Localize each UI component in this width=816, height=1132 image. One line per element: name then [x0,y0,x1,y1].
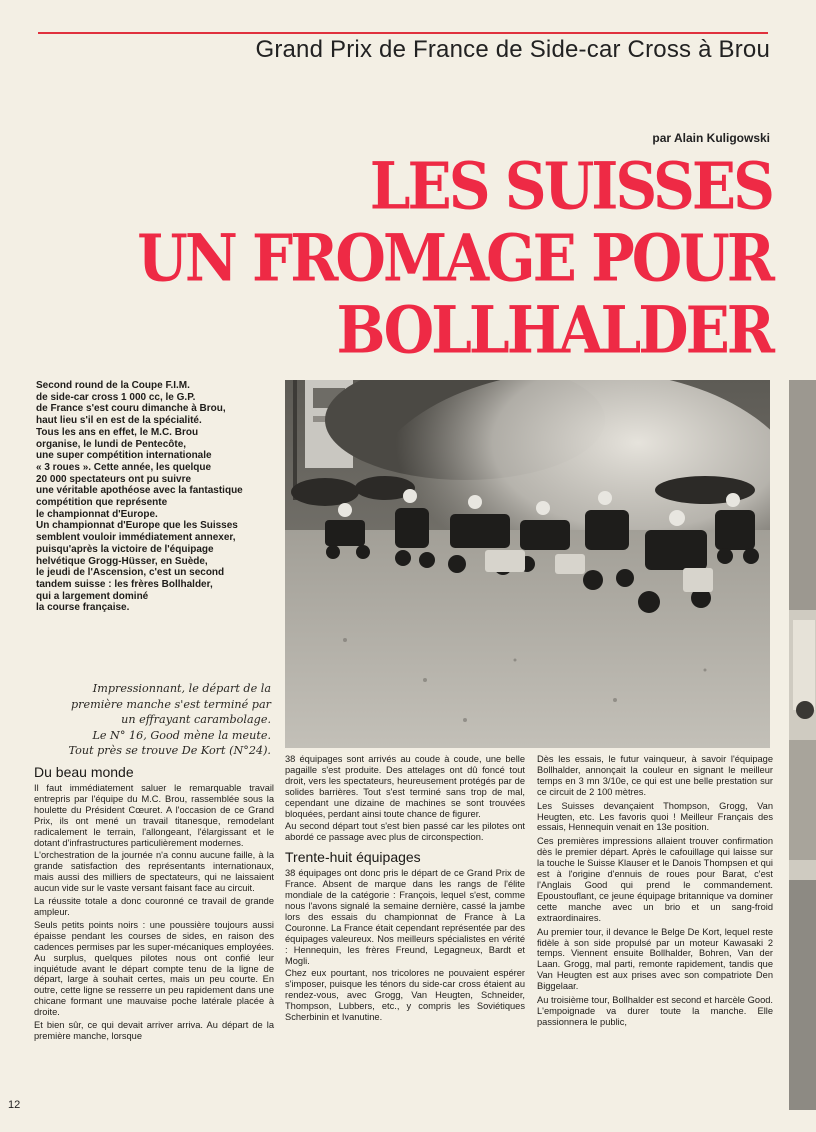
intro-line: compétition que représente [36,497,168,509]
paragraph: 38 équipages ont donc pris le départ de ce Grand Prix de France. Absent de marque dans les rangs de l'élite mondiale de la catégorie : François, lequel s'est, comme nous l'avons signalé la semaine dernière, cassé la jambe lors des essais du championnat de France à La Couronne. La France était cependant représentée par des équipages valeureux. Nos meilleurs spécialistes en vérité : Hennequin, les frères Freund, Legagneux, Bardt et Mogli. [285,868,525,966]
headline-line-3: BOLLHALDER [336,291,772,369]
caption-line: Le N° 16, Good mène la meute. [92,728,271,742]
paragraph: Il faut immédiatement saluer le remarquable travail entrepris par l'équipe du M.C. Brou, rassemblée sous la houlette du Président Cœuret. A l'occasion de ce Grand Prix, ils ont mené un travail titanesque, remodelant radicalement le terrain, l'allongeant, l'élargissant et le dotant d'infrastructures particulièrement modernes. [34,783,274,848]
intro-line: la course française. [36,602,130,614]
intro-lede [36,380,280,614]
header-rule [38,32,768,34]
intro-line: haut lieu s'il en est de la spécialité. [36,415,202,427]
paragraph: La réussite totale a donc couronné ce travail de grande ampleur. [34,896,274,917]
article-column-2 [285,754,525,1025]
photo-caption [36,681,271,759]
intro-line: tandem suisse : les frères Bollhalder, [36,578,213,590]
caption-line: Impressionnant, le départ de la [92,682,271,695]
byline: par Alain Kuligowski [652,131,770,145]
intro-line: le jeudi de l'Ascension, c'est un second [36,567,225,579]
headline-line-1: LES SUISSES [369,147,772,225]
section-heading: Du beau monde [34,764,134,780]
caption-line: Tout près se trouve De Kort (N°24). [68,744,271,757]
intro-line: organise, le lundi de Pentecôte, [36,438,187,450]
caption-line: un effrayant carambolage. [121,713,271,726]
article-column-1 [34,764,274,1044]
intro-line: « 3 roues ». Cette année, les quelque [36,461,212,473]
intro-line: Tous les ans en effet, le M.C. Brou [36,426,199,438]
adjacent-page-strip [789,380,816,1110]
intro-line: Un championnat d'Europe que les Suisses [36,520,238,532]
paragraph: Au premier tour, il devance le Belge De Kort, lequel reste fidèle à son side propulsé par un moteur Kawasaki 2 temps. Viennent ensuite Bollhalder, Bohren, Van der Laan. Grogg, mal parti, remonte rapidement, tandis que Van Heugten est aux prises avec son compatriote Den Biggelaar. [537,926,773,992]
caption-line: première manche s'est terminé par [70,697,271,711]
intro-line: de France s'est couru dimanche à Brou, [36,403,226,415]
paragraph: Chez eux pourtant, nos tricolores ne pouvaient espérer s'imposer, puisque les ténors du side-car cross étaient au rendez-vous, avec Grogg, Van Heugten, Schneider, Thompson, Lubbers, etc., y compris les Soviétiques Scherbinin et Ivanutine. [285,968,525,1023]
paragraph: Et bien sûr, ce qui devait arriver arriva. Au départ de la première manche, lorsque [34,1020,274,1041]
page-number: 12 [8,1099,21,1111]
intro-line: helvétique Grogg-Hüsser, en Suède, [36,555,208,567]
paragraph: Au troisième tour, Bollhalder est second et harcèle Good. L'empoignade va durer toute la manche. Elle passionnera le public, [537,995,773,1027]
article-column-3 [537,754,773,1030]
intro-line: 20 000 spectateurs ont pu suivre [36,473,192,485]
paragraph: Les Suisses devançaient Thompson, Grogg, Van Heugten, etc. Les favoris quoi ! Meilleur Français des essais, Hennequin venait en 13e position. [537,800,773,833]
headline [137,147,772,369]
paragraph: L'orchestration de la journée n'a connu aucune faille, à la grande satisfaction des représentants internationaux, mais aussi des milliers de spectateurs, qui ne laissaient aucun vide sur le vaste versant faisant face au circuit. [34,850,274,894]
paragraph: 38 équipages sont arrivés au coude à coude, une belle pagaille s'est produite. Des attelages ont dû foncé tout droit, vers les spectateurs, heureusement protégés par de solides barrières. Tout s'est terminé sans trop de mal, cependant une dizaine de machines se sont trouvées bloquées, perdant ainsi toute chance de figurer. [285,754,525,819]
race-start-photo [285,380,770,748]
intro-line: de side-car cross 1 000 cc, le G.P. [36,391,196,403]
event-kicker: Grand Prix de France de Side-car Cross à Brou [255,36,770,63]
intro-line: une super compétition internationale [36,450,212,462]
paragraph: Dès les essais, le futur vainqueur, à savoir l'équipage Bollhalder, annonçait la couleur en signant le meilleur temps en 3 mn 3/10e, ce qui est une belle prestation sur ce circuit de 2 100 mètres. [537,754,773,797]
adjacent-photo-icon [789,380,816,1110]
paragraph: Ces premières impressions allaient trouver confirmation dès le premier départ. Après le cafouillage qui laisse sur la touche le Suisse Klauser et le Danois Thompsen et qui est à l'origine d'ennuis de roues pour Barat, c'est l'Anglais Good qui prend le commandement. Epoustouflant, ce jeune équipage britannique va dominer cette manche avec un brio et un sang-froid extraordinaires. [537,836,773,923]
sidecar-race-start-photo-icon [285,380,770,748]
paragraph: Au second départ tout s'est bien passé car les pilotes ont abordé ce passage avec plus de circonspection. [285,821,525,843]
intro-line: qui a largement dominé [36,590,149,602]
intro-line: une véritable apothéose avec la fantastique [36,485,243,497]
paragraph: Seuls petits points noirs : une poussière toujours aussi épaisse pendant les courses de sides, en raison des cadences permises par les super-mécaniques employées. Au surplus, quelques pilotes nous ont confié leur inquiétude avant le départ compte tenu de la ligne de départ, large à souhait certes, mais un peu courte. En outre, cette ligne se resserre un peu rapidement dans une chicane formant une mauvaise poche latérale placée à droite. [34,919,274,1018]
headline-line-2: UN FROMAGE POUR [137,219,772,297]
intro-line: le championnat d'Europe. [36,508,158,520]
intro-line: Second round de la Coupe F.I.M. [36,380,190,391]
section-heading: Trente-huit équipages [285,849,421,866]
intro-line: semblent vouloir immédiatement annexer, [36,532,236,544]
intro-line: puisqu'après la victoire de l'équipage [36,543,214,555]
